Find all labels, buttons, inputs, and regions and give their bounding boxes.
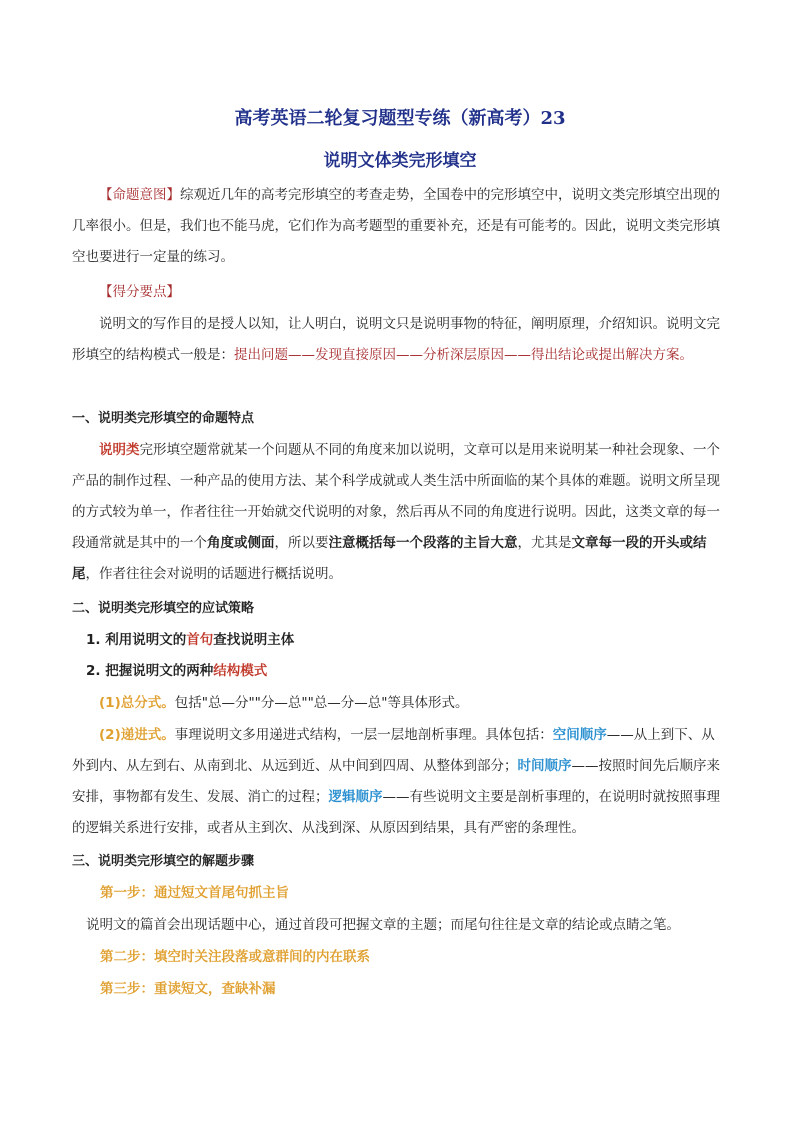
order-spatial: 空间顺序 xyxy=(552,727,607,743)
type2-text3: ——按照时间先后顺序来安排，事物都有发生、发展、消亡的过程； xyxy=(72,758,720,805)
item1-post: 查找说明主体 xyxy=(213,632,295,648)
strategy-item-2 xyxy=(86,656,728,687)
strategy-item-1 xyxy=(86,625,728,656)
type2-label: (2)递进式。 xyxy=(99,727,175,743)
section1-lead: 说明类 xyxy=(99,442,140,458)
score-text: 说明文的写作目的是授人以知，让人明白，说明文只是说明事物的特征，阐明原理，介绍知识。说明文完形填空的结构模式一般是： xyxy=(72,316,720,363)
type2-text1: 事理说明文多用递进式结构，一层一层地剖析事理。具体包括： xyxy=(174,727,553,743)
item2-pre: 2. 把握说明文的两种 xyxy=(86,663,214,679)
order-time: 时间顺序 xyxy=(517,758,572,774)
item2-highlight: 结构模式 xyxy=(213,663,268,679)
type1-text: 包括"总—分""分—总""总—分—总"等具体形式。 xyxy=(174,695,469,711)
page-subtitle: 说明文体类完形填空 xyxy=(323,151,477,171)
type2-text2: ——从上到下、从外到内、从左到右、从南到北、从远到近、从中间到四周、从整体到部分； xyxy=(72,727,715,774)
step-2: 第二步：填空时关注段落或意群间的内在联系 xyxy=(100,949,370,965)
score-label: 【得分要点】 xyxy=(99,284,180,300)
section2-heading: 二、说明类完形填空的应试策略 xyxy=(72,601,255,616)
section1-text1: 完形填空题常就某一个问题从不同的角度来加以说明，文章可以是用来说明某一种社会现象、一个产品的制作过程、一种产品的使用方法、某个科学成就或人类生活中所面临的某个具体的难题。说明文所呈现的方式较为单一，作者往往一开始就交代说明的对象，然后再从不同的角度进行说明。因此，这类文章的每一段通常就是其中的一个 xyxy=(72,442,720,551)
section1-em1: 角度或侧面 xyxy=(207,535,275,551)
section1-heading: 一、说明类完形填空的命题特点 xyxy=(72,411,255,426)
intent-text: 综观近几年的高考完形填空的考查走势，全国卷中的完形填空中，说明文类完形填空出现的几率很小。但是，我们也不能马虎，它们作为高考题型的重要补充，还是有可能考的。因此，说明文类完形填空也要进行一定量的练习。 xyxy=(72,187,720,265)
section1-em2: 注意概括每一个段落的主旨大意 xyxy=(328,535,518,551)
section1-text2: ，所以要 xyxy=(274,535,329,551)
step-1-text: 说明文的篇首会出现话题中心，通过首段可把握文章的主题；而尾句往往是文章的结论或点睛之笔。 xyxy=(86,917,680,933)
section1-em3: 文章每一段的开头或结尾 xyxy=(72,535,707,582)
structure-type-2 xyxy=(72,720,728,844)
structure-type-1 xyxy=(72,688,728,719)
score-label-line xyxy=(72,277,728,308)
item1-pre: 1. 利用说明文的 xyxy=(86,632,187,648)
page-title: 高考英语二轮复习题型专练（新高考）23 xyxy=(234,108,566,129)
step-3: 第三步：重读短文，查缺补漏 xyxy=(100,981,276,997)
section1-paragraph xyxy=(72,435,728,590)
section1-text3: ，尤其是 xyxy=(517,535,572,551)
section1-text4: ，作者往往会对说明的话题进行概括说明。 xyxy=(85,566,342,582)
type2-text4: ——有些说明文主要是剖析事理的，在说明时就按照事理的逻辑关系进行安排，或者从主到次、从浅到深、从原因到结果，具有严密的条理性。 xyxy=(72,789,720,836)
item1-highlight: 首句 xyxy=(186,632,214,648)
step-1: 第一步：通过短文首尾句抓主旨 xyxy=(100,885,289,901)
type1-label: (1)总分式。 xyxy=(99,695,175,711)
order-logic: 逻辑顺序 xyxy=(328,789,383,805)
section3-heading: 三、说明类完形填空的解题步骤 xyxy=(72,854,255,869)
intent-label: 【命题意图】 xyxy=(99,187,180,203)
intent-paragraph xyxy=(72,180,728,273)
score-structure: 提出问题——发现直接原因——分析深层原因——得出结论或提出解决方案。 xyxy=(234,347,693,363)
score-paragraph xyxy=(72,309,728,371)
